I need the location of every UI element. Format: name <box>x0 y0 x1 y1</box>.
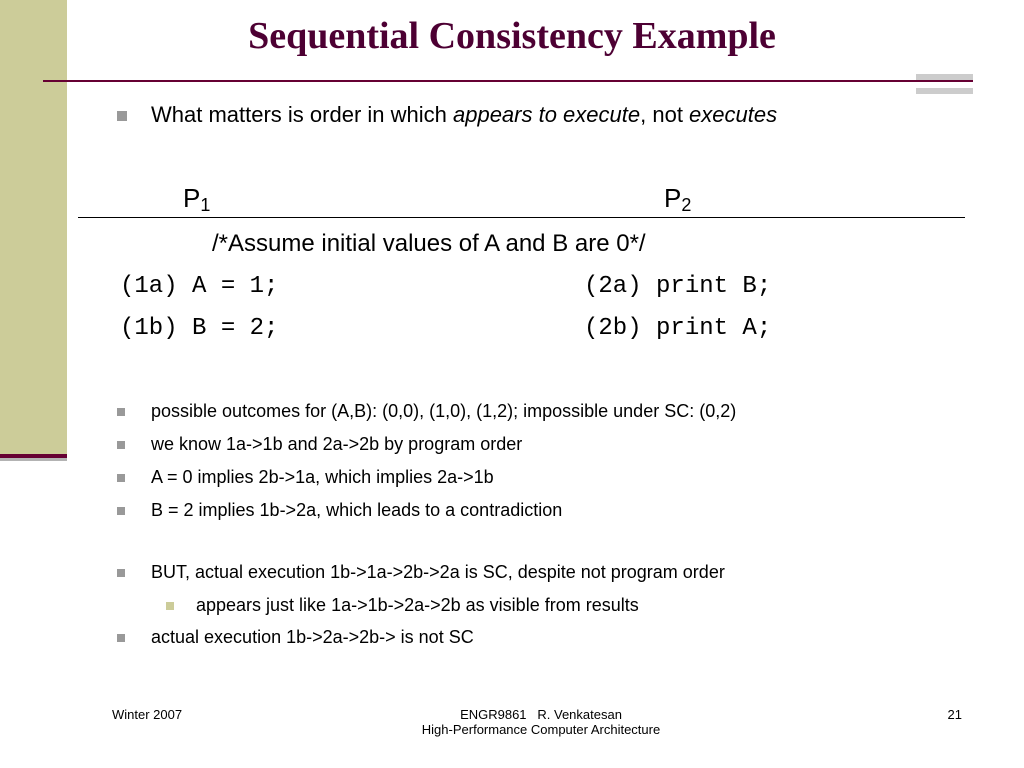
bullet-icon <box>117 408 125 416</box>
list-item: we know 1a->1b and 2a->2b by program order <box>151 434 523 454</box>
bullet-icon <box>117 474 125 482</box>
top-bullet-emph-a: appears to execute <box>452 102 641 127</box>
bullet-icon <box>117 507 125 515</box>
processor-2-label <box>664 183 691 216</box>
assumption-comment: /*Assume initial values of A and B are 0*/ <box>212 230 646 257</box>
footer-course-line-2: High-Performance Computer Architecture <box>421 722 661 737</box>
bullet-icon <box>117 634 125 642</box>
p1-subscript: 1 <box>200 195 211 215</box>
p1-letter: P <box>183 183 201 213</box>
footer-course-line-1: ENGR9861 R. Venkatesan <box>460 707 622 722</box>
title-decoration-bar <box>916 74 973 80</box>
top-bullet-part-b: , not <box>640 102 690 127</box>
processor-divider <box>78 217 965 218</box>
sub-bullet-icon <box>166 602 174 610</box>
top-bullet-emph-b: executes <box>689 102 778 127</box>
list-item: possible outcomes for (A,B): (0,0), (1,0), (1,2); impossible under SC: (0,2) <box>151 401 737 421</box>
bullet-icon <box>117 441 125 449</box>
code-line-1b: (1b) B = 2; <box>120 315 279 342</box>
p2-letter: P <box>664 183 682 213</box>
title-divider <box>43 80 973 82</box>
list-item: A = 0 implies 2b->1a, which implies 2a->1b <box>151 467 494 487</box>
left-accent-shadow <box>0 458 67 461</box>
footer-date: Winter 2007 <box>112 707 183 722</box>
sub-list-item: appears just like 1a->1b->2a->2b as visible from results <box>196 595 639 615</box>
left-accent-bar <box>0 0 67 458</box>
footer-course <box>341 707 741 737</box>
top-bullet-text <box>151 102 777 128</box>
processor-1-label <box>183 183 210 216</box>
code-line-1a: (1a) A = 1; <box>120 273 279 300</box>
list-item: B = 2 implies 1b->2a, which leads to a contradiction <box>151 500 563 520</box>
code-line-2a: (2a) print B; <box>584 273 772 300</box>
list-item: BUT, actual execution 1b->1a->2b->2a is SC, despite not program order <box>151 562 725 582</box>
slide-title: Sequential Consistency Example <box>248 15 776 57</box>
page-number: 21 <box>947 707 962 722</box>
list-item: actual execution 1b->2a->2b-> is not SC <box>151 627 474 647</box>
bullet-icon <box>117 569 125 577</box>
code-line-2b: (2b) print A; <box>584 315 772 342</box>
top-bullet-part-a: What matters is order in which <box>151 102 453 127</box>
bullet-icon <box>117 111 127 121</box>
p2-subscript: 2 <box>681 195 692 215</box>
title-decoration-bar-2 <box>916 88 973 94</box>
